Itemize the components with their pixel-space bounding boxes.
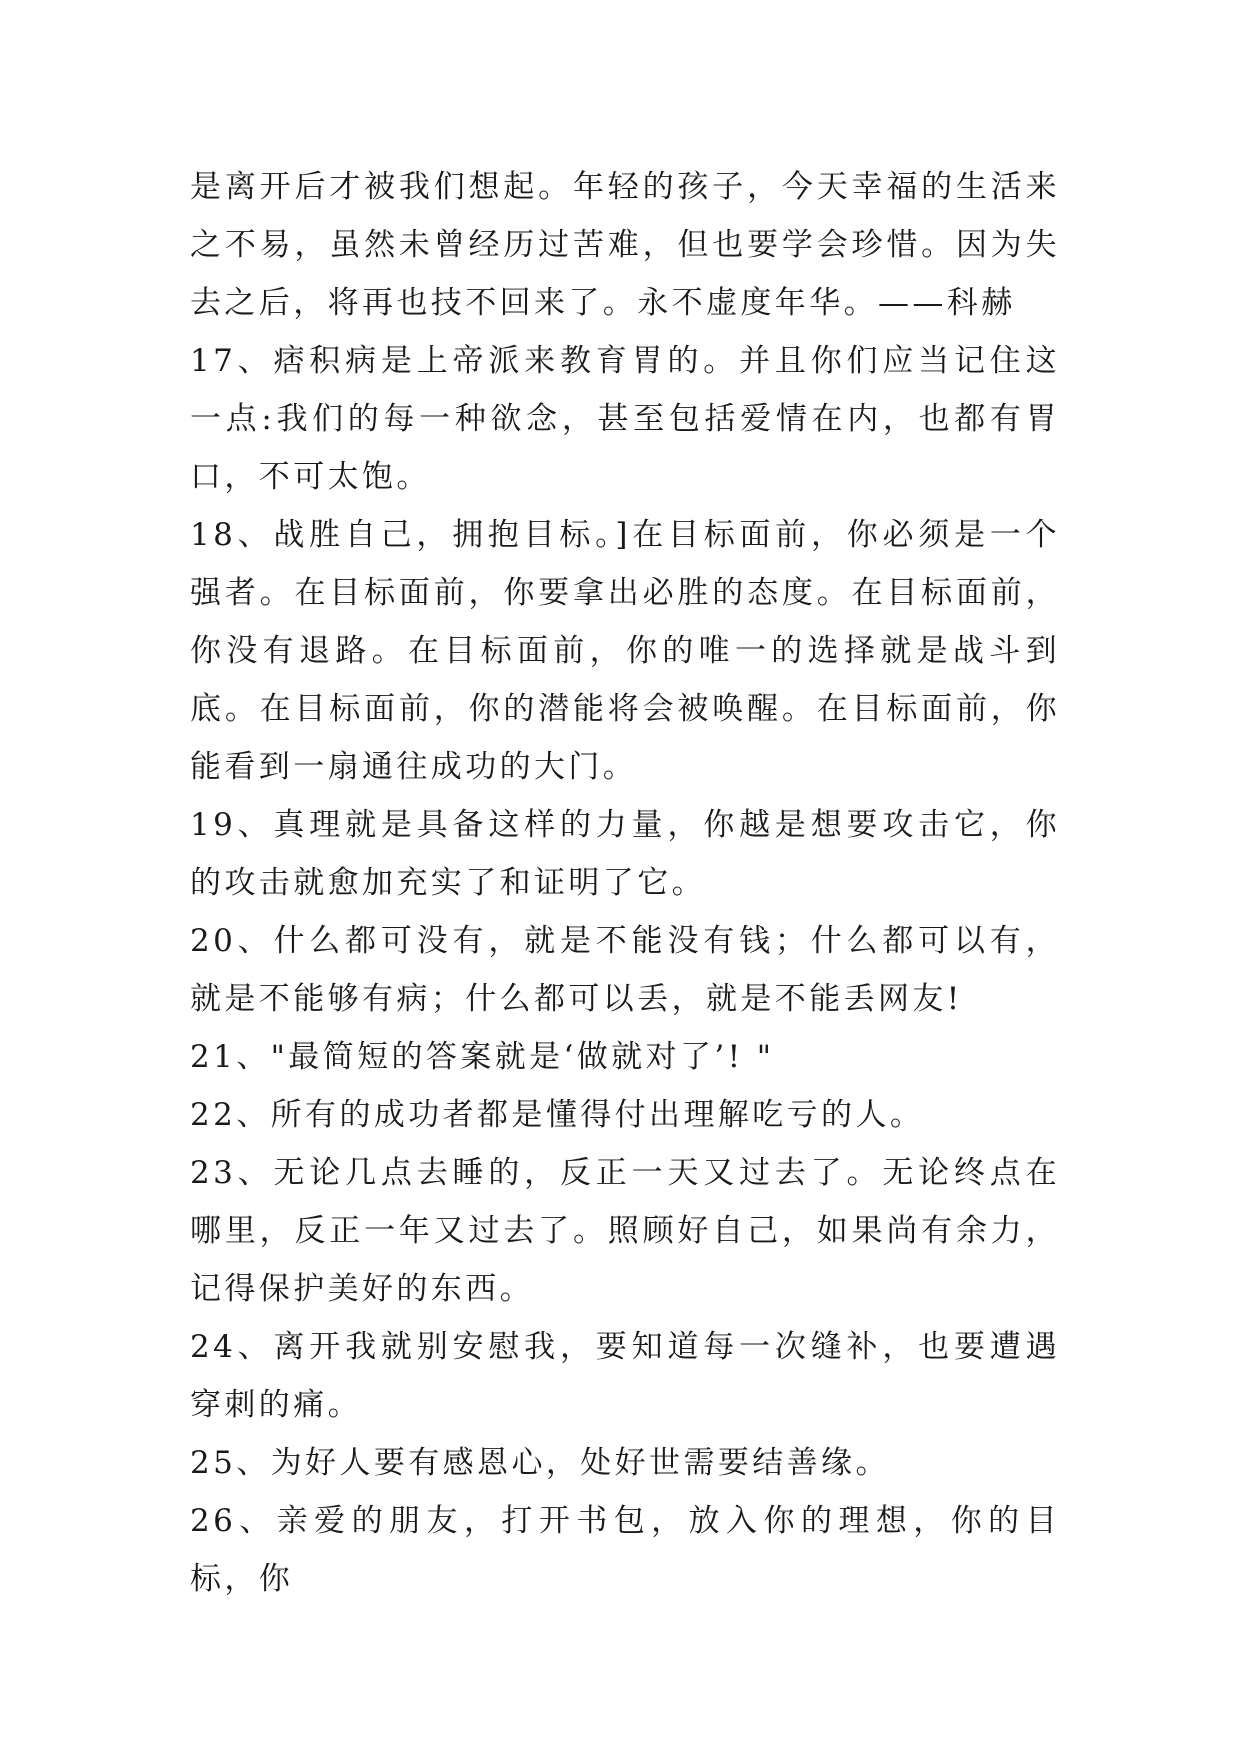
paragraph-21: 21、"最简短的答案就是‘做就对了’! " xyxy=(190,1039,775,1075)
paragraph-24: 24、离开我就别安慰我，要知道每一次缝补，也要遭遇穿刺的痛。 xyxy=(190,1329,1060,1423)
paragraph-20: 20、什么都可没有，就是不能没有钱；什么都可以有，就是不能够有病；什么都可以丢，就是不能丢网友! xyxy=(190,923,1060,1017)
paragraph-23: 23、无论几点去睡的，反正一天又过去了。无论终点在哪里，反正一年又过去了。照顾好自己，如果尚有余力，记得保护美好的东西。 xyxy=(190,1155,1060,1307)
paragraph-22: 22、所有的成功者都是懂得付出理解吃亏的人。 xyxy=(190,1097,925,1133)
paragraph-17: 17、痞积病是上帝派来教育胃的。并且你们应当记住这一点:我们的每一种欲念，甚至包括爱情在内，也都有胃口，不可太饱。 xyxy=(190,343,1060,495)
paragraph-25: 25、为好人要有感恩心，处好世需要结善缘。 xyxy=(190,1445,890,1481)
paragraph-18: 18、战胜自己，拥抱目标。]在目标面前，你必须是一个强者。在目标面前，你要拿出必胜的态度。在目标面前，你没有退路。在目标面前，你的唯一的选择就是战斗到底。在目标面前，你的潜能将会被唤醒。在目标面前，你能看到一扇通往成功的大门。 xyxy=(190,517,1060,785)
paragraph-26: 26、亲爱的朋友，打开书包，放入你的理想，你的目标，你 xyxy=(190,1503,1060,1597)
paragraph-19: 19、真理就是具备这样的力量，你越是想要攻击它，你的攻击就愈加充实了和证明了它。 xyxy=(190,807,1060,901)
paragraph-continuation: 是离开后才被我们想起。年轻的孩子，今天幸福的生活来之不易，虽然未曾经历过苦难，但也要学会珍惜。因为失去之后，将再也技不回来了。永不虚度年华。——科赫 xyxy=(190,169,1060,321)
document-body xyxy=(190,158,1060,1608)
